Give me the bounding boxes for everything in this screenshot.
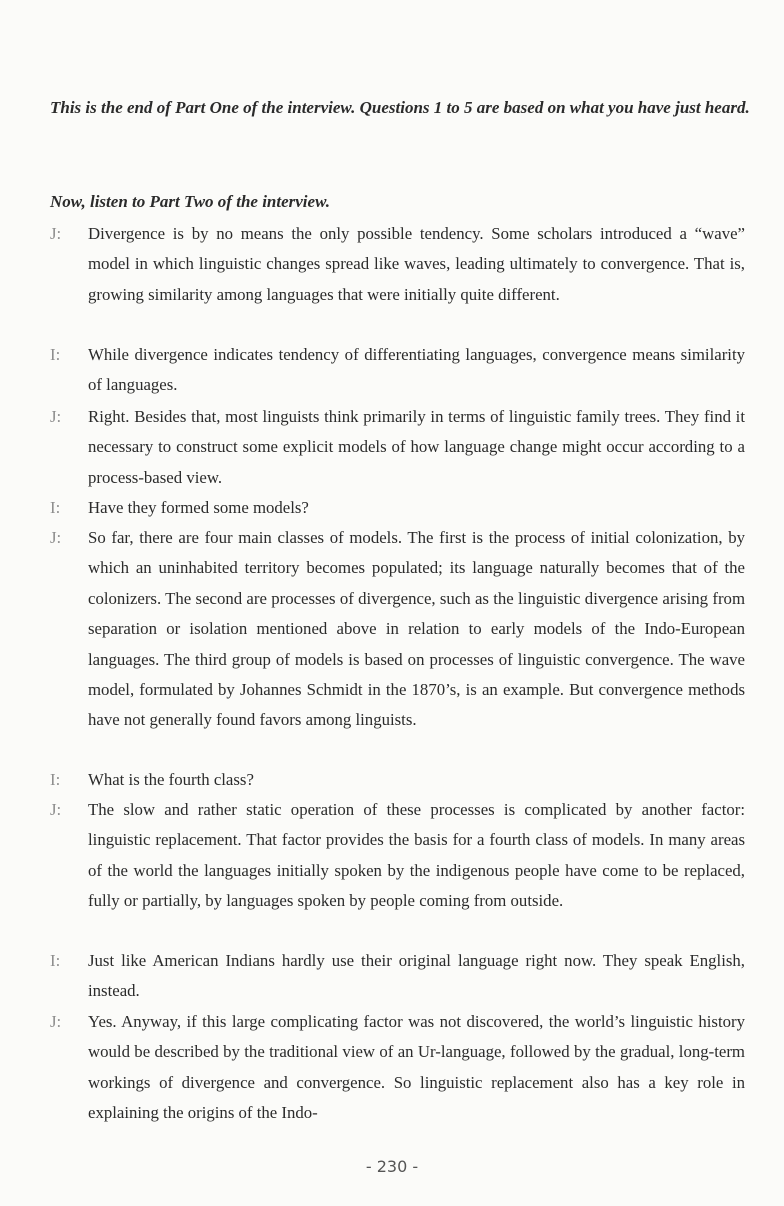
speaker-label: I: bbox=[50, 345, 61, 364]
turn-text: Right. Besides that, most linguists think primarily in terms of linguistic family trees. They find it necessary to construct some explicit models of how language change might occur according to a process-based view. bbox=[88, 407, 745, 487]
page-number: - 230 - bbox=[365, 1157, 419, 1176]
speaker-label: J: bbox=[50, 800, 62, 819]
dialogue-turn bbox=[50, 523, 745, 736]
turn-text: What is the fourth class? bbox=[88, 770, 254, 789]
turn-text: Have they formed some models? bbox=[88, 498, 309, 517]
speaker-label: I: bbox=[50, 951, 61, 970]
turn-text: So far, there are four main classes of models. The first is the process of initial colonization, by which an uninhabited territory becomes populated; its language naturally becomes that of the colonizers. The second are processes of divergence, such as the linguistic divergence arising from separation or isolation mentioned above in relation to early models of the Indo-European languages. The third group of models is based on processes of linguistic convergence. The wave model, formulated by Johannes Schmidt in the 1870’s, is an example. But convergence methods have not generally found favors among linguists. bbox=[88, 528, 745, 730]
speaker-label: I: bbox=[50, 498, 61, 517]
dialogue-turn bbox=[50, 946, 745, 1007]
turn-text: Divergence is by no means the only possible tendency. Some scholars introduced a “wave” model in which linguistic changes spread like waves, leading ultimately to convergence. That is, growing similarity among languages that were initially quite different. bbox=[88, 224, 745, 304]
speaker-label: J: bbox=[50, 224, 62, 243]
turn-text: Yes. Anyway, if this large complicating factor was not discovered, the world’s linguistic history would be described by the traditional view of an Ur-language, followed by the gradual, long-term workings of divergence and convergence. So linguistic replacement also has a key role in explaining the origins of the Indo- bbox=[88, 1012, 745, 1123]
turn-text: The slow and rather static operation of these processes is complicated by another factor: linguistic replacement. That factor provides the basis for a fourth class of models. In many areas of the world the languages initially spoken by the indigenous people have come to be replaced, fully or partially, by languages spoken by people coming from outside. bbox=[88, 800, 745, 911]
turn-text: While divergence indicates tendency of differentiating languages, convergence means similarity of languages. bbox=[88, 345, 745, 395]
part-two-start-instruction: Now, listen to Part Two of the interview. bbox=[50, 192, 331, 211]
speaker-label: J: bbox=[50, 528, 62, 547]
speaker-label: J: bbox=[50, 407, 62, 426]
turn-text: Just like American Indians hardly use their original language right now. They speak English, instead. bbox=[88, 951, 745, 1001]
speaker-label: J: bbox=[50, 1012, 62, 1031]
dialogue-turn bbox=[50, 219, 745, 310]
dialogue-turn bbox=[50, 493, 745, 523]
speaker-label: I: bbox=[50, 770, 61, 789]
dialogue-turn bbox=[50, 340, 745, 401]
dialogue-turn bbox=[50, 402, 745, 493]
dialogue-turn bbox=[50, 1007, 745, 1129]
part-one-end-instruction: This is the end of Part One of the interview. Questions 1 to 5 are based on what you have just heard. bbox=[50, 98, 750, 117]
dialogue-turn bbox=[50, 795, 745, 917]
dialogue-turn bbox=[50, 765, 745, 795]
